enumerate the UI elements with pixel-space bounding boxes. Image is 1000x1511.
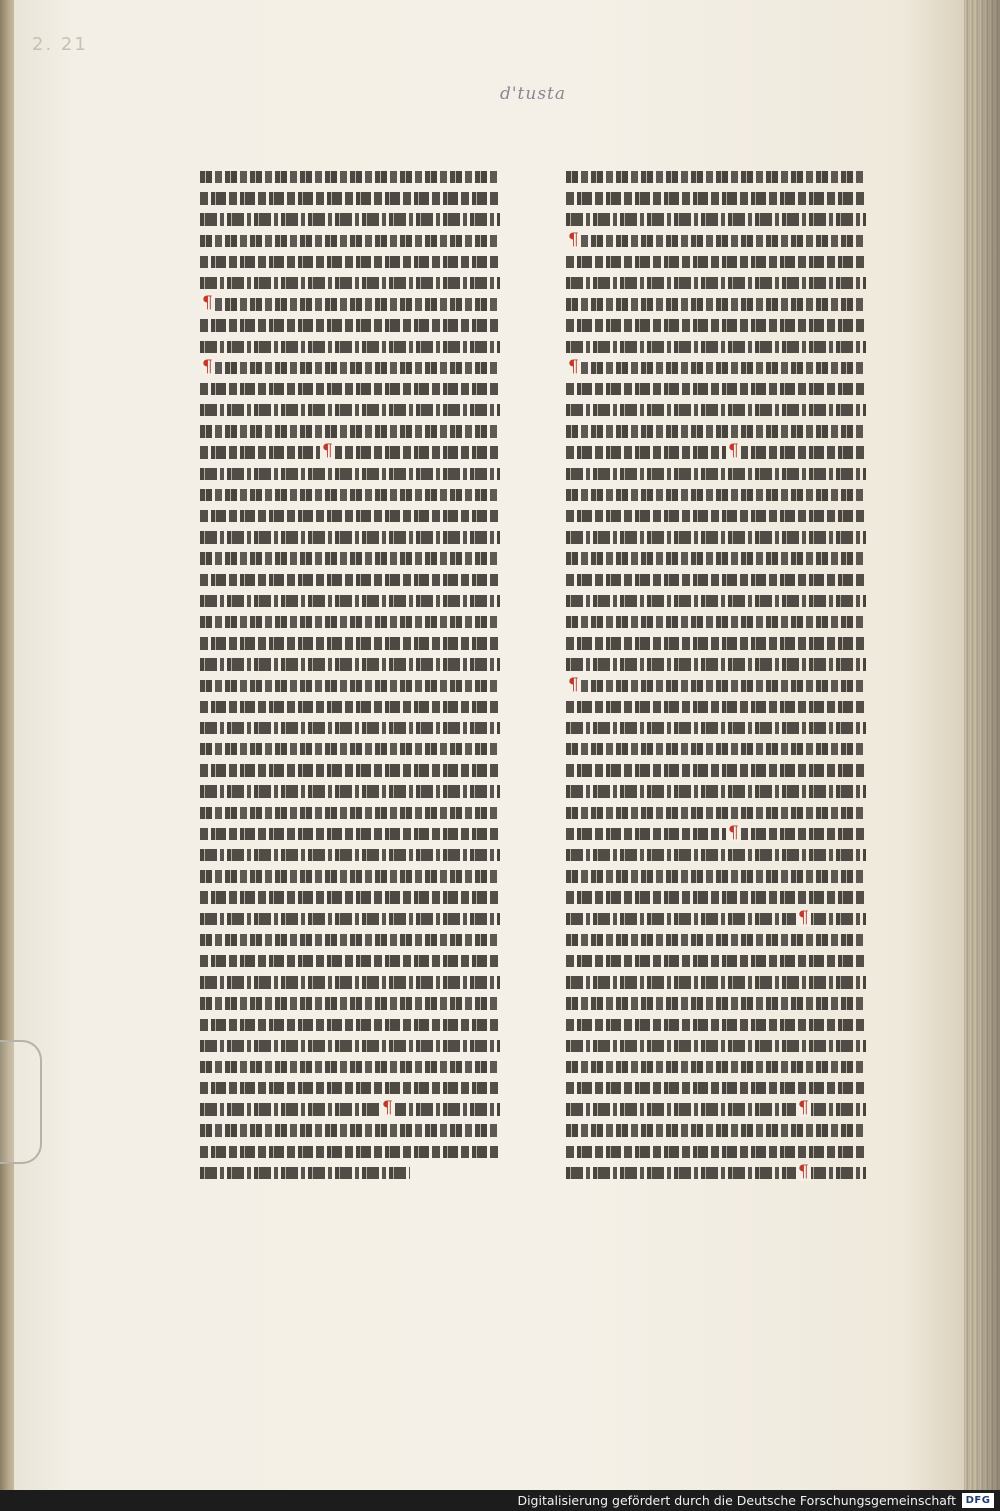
text-line bbox=[200, 849, 500, 861]
text-line bbox=[566, 934, 866, 946]
paragraph-mark-icon: ¶ bbox=[798, 1098, 809, 1119]
paragraph-mark-icon: ¶ bbox=[798, 907, 809, 928]
text-line bbox=[566, 616, 866, 628]
text-line bbox=[200, 891, 500, 903]
text-line bbox=[200, 425, 500, 437]
text-line bbox=[200, 807, 500, 819]
text-line bbox=[566, 441, 866, 462]
text-line bbox=[566, 701, 866, 713]
paragraph-mark-icon: ¶ bbox=[322, 441, 333, 462]
text-line bbox=[566, 764, 866, 776]
text-line bbox=[200, 1146, 500, 1158]
text-line bbox=[566, 743, 866, 755]
page-clip bbox=[0, 1040, 42, 1164]
text-line bbox=[200, 171, 500, 183]
text-line bbox=[566, 785, 866, 797]
paragraph-mark-icon: ¶ bbox=[202, 293, 213, 314]
text-line bbox=[566, 192, 866, 204]
text-line bbox=[566, 722, 866, 734]
text-line bbox=[566, 637, 866, 649]
text-line bbox=[566, 870, 866, 882]
text-line bbox=[566, 256, 866, 268]
text-line bbox=[566, 1161, 866, 1182]
text-line bbox=[200, 404, 500, 416]
text-line bbox=[200, 213, 500, 225]
text-line bbox=[566, 531, 866, 543]
text-column-right bbox=[566, 171, 866, 1188]
text-line bbox=[200, 341, 500, 353]
text-line bbox=[200, 1098, 500, 1119]
text-line bbox=[566, 213, 866, 225]
text-line bbox=[200, 870, 500, 882]
text-line bbox=[200, 764, 500, 776]
text-line bbox=[200, 319, 500, 331]
text-line bbox=[566, 356, 866, 377]
text-column-left bbox=[200, 171, 500, 1188]
text-line bbox=[200, 722, 500, 734]
paragraph-mark-icon: ¶ bbox=[568, 674, 579, 695]
text-line bbox=[200, 658, 500, 670]
text-line bbox=[566, 976, 866, 988]
text-line bbox=[200, 934, 500, 946]
paragraph-mark-icon: ¶ bbox=[728, 822, 739, 843]
text-line bbox=[200, 1061, 500, 1073]
text-line bbox=[566, 383, 866, 395]
text-line bbox=[200, 913, 500, 925]
text-line bbox=[200, 828, 500, 840]
text-line bbox=[566, 1124, 866, 1136]
digitization-footer bbox=[0, 1490, 1000, 1511]
text-line bbox=[200, 510, 500, 522]
paragraph-mark-icon: ¶ bbox=[382, 1098, 393, 1119]
text-line bbox=[200, 743, 500, 755]
text-line bbox=[566, 1098, 866, 1119]
paragraph-mark-icon: ¶ bbox=[202, 356, 213, 377]
text-line bbox=[566, 1040, 866, 1052]
text-line bbox=[566, 1019, 866, 1031]
text-line bbox=[200, 356, 500, 377]
text-line bbox=[566, 468, 866, 480]
text-line bbox=[200, 976, 500, 988]
text-line bbox=[566, 425, 866, 437]
text-line bbox=[200, 637, 500, 649]
text-line bbox=[200, 997, 500, 1009]
text-line bbox=[200, 235, 500, 247]
text-line bbox=[566, 319, 866, 331]
text-line bbox=[200, 293, 500, 314]
text-line bbox=[566, 552, 866, 564]
text-line bbox=[200, 468, 500, 480]
text-line bbox=[566, 1061, 866, 1073]
text-line bbox=[566, 1082, 866, 1094]
text-line bbox=[566, 891, 866, 903]
text-line bbox=[200, 1124, 500, 1136]
text-line bbox=[200, 489, 500, 501]
text-line bbox=[200, 1082, 500, 1094]
text-line bbox=[200, 1019, 500, 1031]
text-line bbox=[566, 404, 866, 416]
text-line bbox=[566, 595, 866, 607]
text-line bbox=[566, 510, 866, 522]
text-line bbox=[566, 229, 866, 250]
text-line bbox=[566, 997, 866, 1009]
text-line bbox=[566, 1146, 866, 1158]
text-line bbox=[200, 552, 500, 564]
text-line bbox=[200, 1040, 500, 1052]
text-line bbox=[200, 441, 500, 462]
text-line bbox=[566, 807, 866, 819]
text-line bbox=[200, 701, 500, 713]
text-line bbox=[200, 277, 500, 289]
text-line bbox=[566, 822, 866, 843]
text-line bbox=[566, 658, 866, 670]
paragraph-mark-icon: ¶ bbox=[728, 441, 739, 462]
text-line bbox=[566, 955, 866, 967]
text-line bbox=[200, 531, 500, 543]
text-line bbox=[566, 298, 866, 310]
text-line bbox=[566, 341, 866, 353]
text-line bbox=[566, 674, 866, 695]
paragraph-mark-icon: ¶ bbox=[568, 229, 579, 250]
paragraph-mark-icon: ¶ bbox=[568, 356, 579, 377]
text-line bbox=[200, 1167, 410, 1179]
text-line bbox=[200, 616, 500, 628]
text-line bbox=[200, 955, 500, 967]
text-line bbox=[200, 574, 500, 586]
text-line bbox=[566, 574, 866, 586]
text-line bbox=[200, 680, 500, 692]
funding-credit: Digitalisierung gefördert durch die Deutsche Forschungsgemeinschaft bbox=[517, 1493, 956, 1508]
text-line bbox=[200, 595, 500, 607]
text-line bbox=[566, 907, 866, 928]
text-line bbox=[200, 383, 500, 395]
text-line bbox=[200, 192, 500, 204]
text-line bbox=[566, 171, 866, 183]
dfg-logo: DFG bbox=[962, 1493, 994, 1508]
text-line bbox=[200, 785, 500, 797]
page-fore-edge bbox=[964, 0, 1000, 1490]
paragraph-mark-icon: ¶ bbox=[798, 1161, 809, 1182]
handwritten-note: d'tusta bbox=[500, 84, 567, 104]
text-line bbox=[200, 256, 500, 268]
corner-pencil-mark: 2. 21 bbox=[32, 34, 88, 55]
text-line bbox=[566, 489, 866, 501]
text-line bbox=[566, 849, 866, 861]
text-line bbox=[566, 277, 866, 289]
